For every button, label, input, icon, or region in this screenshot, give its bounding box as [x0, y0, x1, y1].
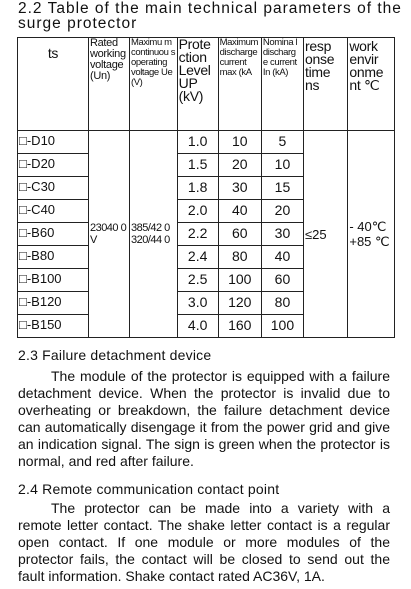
section-title: 2.2 Table of the main technical parameters of the surge protector — [18, 0, 402, 32]
max-discharge-cell: 30 — [218, 177, 261, 200]
protection-level-cell: 1.5 — [177, 154, 218, 177]
header-nominal-discharge: Nomina l discharg e current In (kA) — [261, 38, 303, 131]
section-23-paragraph: The module of the protector is equipped with a failure detachment device. When the protector is invalid due to overheating or breakdown, the failure detachment device can automatically disengage it from the power grid and give an indication signal. The sign is green when the protector is normal, and red after failure. — [18, 368, 390, 469]
max-discharge-cell: 60 — [218, 223, 261, 246]
max-discharge-cell: 20 — [218, 154, 261, 177]
header-response-time: resp onse time ns — [304, 38, 348, 131]
section-24-heading: 2.4 Remote communication contact point — [18, 481, 280, 497]
max-discharge-cell: 80 — [218, 246, 261, 269]
rated-voltage-cell: 23040 0 V — [88, 131, 129, 338]
protection-level-cell: 3.0 — [177, 292, 218, 315]
header-work-environment: work envir onme nt ℃ — [348, 38, 395, 131]
protection-level-cell: 2.5 — [177, 269, 218, 292]
model-cell: □-D10 — [18, 131, 89, 154]
model-cell: □-B120 — [18, 292, 89, 315]
response-time-cell: ≤25 — [304, 131, 348, 338]
protection-level-cell: 2.2 — [177, 223, 218, 246]
header-ts: ts — [18, 38, 89, 131]
max-discharge-cell: 10 — [218, 131, 261, 154]
max-voltage-cell: 385/42 0 320/44 0 — [129, 131, 177, 338]
max-discharge-cell: 160 — [218, 315, 261, 338]
protection-level-cell: 1.0 — [177, 131, 218, 154]
nominal-discharge-cell: 5 — [261, 131, 303, 154]
nominal-discharge-cell: 15 — [261, 177, 303, 200]
protection-level-cell: 4.0 — [177, 315, 218, 338]
table-row — [18, 131, 395, 154]
protection-level-cell: 1.8 — [177, 177, 218, 200]
nominal-discharge-cell: 20 — [261, 200, 303, 223]
model-cell: □-D20 — [18, 154, 89, 177]
header-max-continuous-voltage: Maximu m continuou s operating voltage Ue (V) — [129, 38, 177, 131]
nominal-discharge-cell: 40 — [261, 246, 303, 269]
section-24-paragraph: The protector can be made into a variety with a remote letter contact. The shake letter contact is a regular open contact. If one module or more modules of the protector fails, the contact will be closed to send out the fault information. Shake contact rated AC36V, 1A. — [18, 500, 390, 584]
table-header-row — [18, 38, 395, 131]
section-24-body — [18, 500, 390, 585]
max-discharge-cell: 120 — [218, 292, 261, 315]
model-cell: □-B80 — [18, 246, 89, 269]
protection-level-cell: 2.4 — [177, 246, 218, 269]
model-cell: □-C30 — [18, 177, 89, 200]
max-discharge-cell: 40 — [218, 200, 261, 223]
protection-level-cell: 2.0 — [177, 200, 218, 223]
model-cell: □-B150 — [18, 315, 89, 338]
nominal-discharge-cell: 100 — [261, 315, 303, 338]
header-rated-voltage: Rated working voltage (Un) — [88, 38, 129, 131]
section-23-heading: 2.3 Failure detachment device — [18, 347, 212, 363]
nominal-discharge-cell: 80 — [261, 292, 303, 315]
model-cell: □-B100 — [18, 269, 89, 292]
parameters-table — [17, 37, 395, 338]
model-cell: □-C40 — [18, 200, 89, 223]
max-discharge-cell: 100 — [218, 269, 261, 292]
nominal-discharge-cell: 60 — [261, 269, 303, 292]
model-cell: □-B60 — [18, 223, 89, 246]
work-environment-cell: - 40℃ +85 ℃ — [348, 131, 395, 338]
nominal-discharge-cell: 30 — [261, 223, 303, 246]
nominal-discharge-cell: 10 — [261, 154, 303, 177]
header-max-discharge: Maximum discharge current max (kA — [218, 38, 261, 131]
header-protection-level: Prote ction Level UP (kV) — [177, 38, 218, 131]
section-23-body — [18, 368, 390, 470]
